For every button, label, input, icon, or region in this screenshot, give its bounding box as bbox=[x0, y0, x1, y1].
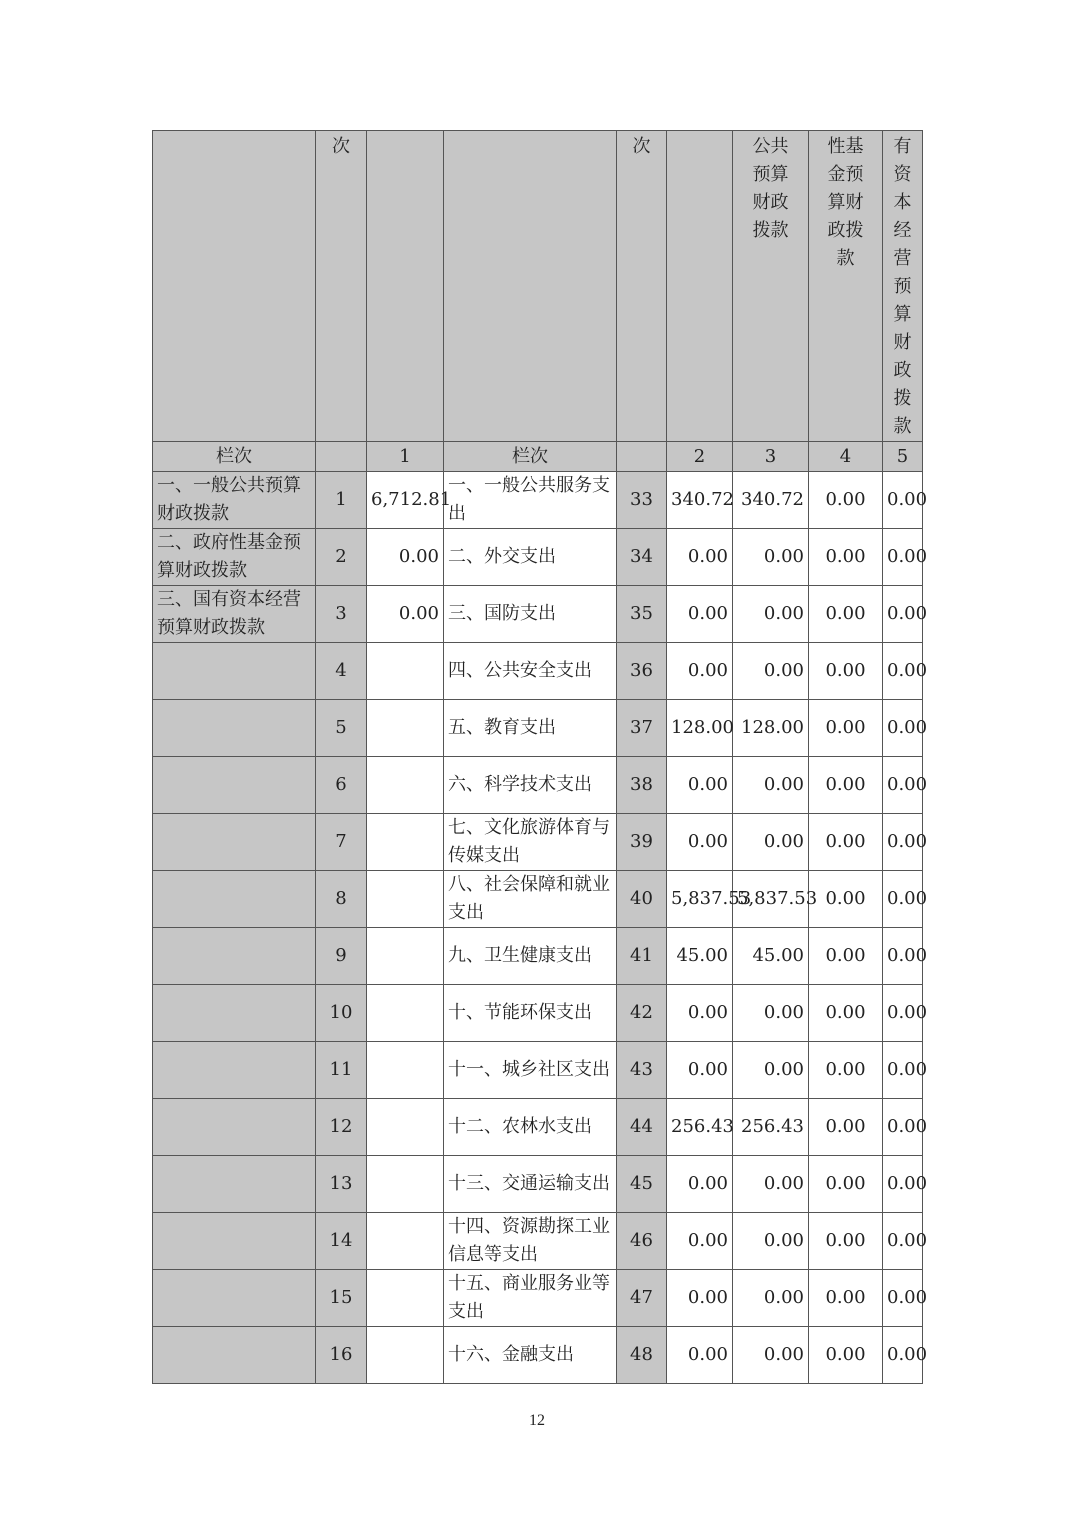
income-cell bbox=[153, 1156, 316, 1213]
table-row bbox=[153, 643, 923, 700]
income-cell bbox=[153, 1213, 316, 1270]
line-in-cell: 13 bbox=[316, 1156, 367, 1213]
expense-cell: 十、节能环保支出 bbox=[444, 985, 617, 1042]
index-n4: 4 bbox=[809, 442, 883, 472]
state-cell: 0.00 bbox=[883, 1213, 923, 1270]
expense-cell: 三、国防支出 bbox=[444, 586, 617, 643]
line-out-cell: 34 bbox=[617, 529, 667, 586]
general-cell: 0.00 bbox=[733, 757, 809, 814]
state-cell: 0.00 bbox=[883, 643, 923, 700]
state-cell: 0.00 bbox=[883, 472, 923, 529]
line-out-cell: 33 bbox=[617, 472, 667, 529]
total-cell: 0.00 bbox=[667, 1156, 733, 1213]
fund-cell: 0.00 bbox=[809, 643, 883, 700]
line-out-cell: 35 bbox=[617, 586, 667, 643]
income-cell: 三、国有资本经营预算财政拨款 bbox=[153, 586, 316, 643]
line-out-cell: 36 bbox=[617, 643, 667, 700]
table-row bbox=[153, 700, 923, 757]
amount-cell bbox=[367, 1099, 444, 1156]
line-in-cell: 11 bbox=[316, 1042, 367, 1099]
index-label-right: 栏次 bbox=[444, 442, 617, 472]
index-n2: 2 bbox=[667, 442, 733, 472]
line-out-cell: 44 bbox=[617, 1099, 667, 1156]
line-in-cell: 3 bbox=[316, 586, 367, 643]
state-cell: 0.00 bbox=[883, 1042, 923, 1099]
amount-cell: 6,712.81 bbox=[367, 472, 444, 529]
general-cell: 0.00 bbox=[733, 814, 809, 871]
table-row bbox=[153, 529, 923, 586]
fund-cell: 0.00 bbox=[809, 1327, 883, 1384]
line-in-cell: 12 bbox=[316, 1099, 367, 1156]
table-row bbox=[153, 1270, 923, 1327]
amount-cell bbox=[367, 928, 444, 985]
fund-cell: 0.00 bbox=[809, 586, 883, 643]
fund-cell: 0.00 bbox=[809, 1270, 883, 1327]
total-cell: 0.00 bbox=[667, 814, 733, 871]
total-cell: 0.00 bbox=[667, 1270, 733, 1327]
total-cell: 256.43 bbox=[667, 1099, 733, 1156]
income-cell bbox=[153, 871, 316, 928]
line-in-cell: 5 bbox=[316, 700, 367, 757]
line-out-cell: 41 bbox=[617, 928, 667, 985]
line-in-cell: 15 bbox=[316, 1270, 367, 1327]
header-cell-amount bbox=[367, 131, 444, 442]
line-out-cell: 39 bbox=[617, 814, 667, 871]
amount-cell bbox=[367, 1213, 444, 1270]
fund-cell: 0.00 bbox=[809, 1213, 883, 1270]
general-cell: 0.00 bbox=[733, 1042, 809, 1099]
amount-cell bbox=[367, 1042, 444, 1099]
expense-cell: 四、公共安全支出 bbox=[444, 643, 617, 700]
income-cell bbox=[153, 643, 316, 700]
state-cell: 0.00 bbox=[883, 700, 923, 757]
header-cell-fund: 性基金预算财政拨款 bbox=[809, 131, 883, 442]
income-cell bbox=[153, 814, 316, 871]
header-cell-general: 公共预算财政拨款 bbox=[733, 131, 809, 442]
index-n5: 5 bbox=[883, 442, 923, 472]
fund-cell: 0.00 bbox=[809, 985, 883, 1042]
index-n3: 3 bbox=[733, 442, 809, 472]
amount-cell bbox=[367, 1270, 444, 1327]
line-in-cell: 10 bbox=[316, 985, 367, 1042]
line-out-cell: 42 bbox=[617, 985, 667, 1042]
general-cell: 0.00 bbox=[733, 985, 809, 1042]
general-cell: 0.00 bbox=[733, 1213, 809, 1270]
total-cell: 128.00 bbox=[667, 700, 733, 757]
fund-cell: 0.00 bbox=[809, 757, 883, 814]
fund-cell: 0.00 bbox=[809, 928, 883, 985]
fund-cell: 0.00 bbox=[809, 472, 883, 529]
expense-cell: 十一、城乡社区支出 bbox=[444, 1042, 617, 1099]
expense-cell: 十六、金融支出 bbox=[444, 1327, 617, 1384]
line-out-cell: 37 bbox=[617, 700, 667, 757]
state-cell: 0.00 bbox=[883, 985, 923, 1042]
income-cell bbox=[153, 1270, 316, 1327]
header-row bbox=[153, 131, 923, 442]
income-cell: 一、一般公共预算财政拨款 bbox=[153, 472, 316, 529]
state-cell: 0.00 bbox=[883, 757, 923, 814]
state-cell: 0.00 bbox=[883, 1099, 923, 1156]
table-row bbox=[153, 1327, 923, 1384]
line-in-cell: 4 bbox=[316, 643, 367, 700]
expense-cell: 二、外交支出 bbox=[444, 529, 617, 586]
table-row bbox=[153, 586, 923, 643]
index-label-left: 栏次 bbox=[153, 442, 316, 472]
total-cell: 45.00 bbox=[667, 928, 733, 985]
line-out-cell: 48 bbox=[617, 1327, 667, 1384]
line-out-cell: 43 bbox=[617, 1042, 667, 1099]
expense-cell: 八、社会保障和就业支出 bbox=[444, 871, 617, 928]
fund-cell: 0.00 bbox=[809, 1042, 883, 1099]
table-row bbox=[153, 1042, 923, 1099]
state-cell: 0.00 bbox=[883, 1156, 923, 1213]
general-cell: 0.00 bbox=[733, 1327, 809, 1384]
table-row bbox=[153, 928, 923, 985]
page-number: 12 bbox=[529, 1412, 545, 1429]
amount-cell bbox=[367, 985, 444, 1042]
table-row bbox=[153, 1213, 923, 1270]
state-cell: 0.00 bbox=[883, 871, 923, 928]
header-cell-total bbox=[667, 131, 733, 442]
expense-cell: 六、科学技术支出 bbox=[444, 757, 617, 814]
state-cell: 0.00 bbox=[883, 529, 923, 586]
expense-cell: 十二、农林水支出 bbox=[444, 1099, 617, 1156]
fund-cell: 0.00 bbox=[809, 871, 883, 928]
amount-cell bbox=[367, 871, 444, 928]
fund-cell: 0.00 bbox=[809, 1156, 883, 1213]
line-out-cell: 47 bbox=[617, 1270, 667, 1327]
line-in-cell: 9 bbox=[316, 928, 367, 985]
amount-cell bbox=[367, 1327, 444, 1384]
income-cell bbox=[153, 757, 316, 814]
index-row bbox=[153, 442, 923, 472]
header-cell-income bbox=[153, 131, 316, 442]
general-cell: 5,837.53 bbox=[733, 871, 809, 928]
line-out-cell: 38 bbox=[617, 757, 667, 814]
state-cell: 0.00 bbox=[883, 586, 923, 643]
general-cell: 45.00 bbox=[733, 928, 809, 985]
general-cell: 0.00 bbox=[733, 586, 809, 643]
total-cell: 5,837.53 bbox=[667, 871, 733, 928]
line-in-cell: 8 bbox=[316, 871, 367, 928]
state-cell: 0.00 bbox=[883, 1270, 923, 1327]
header-cell-line-in: 次 bbox=[316, 131, 367, 442]
table-row bbox=[153, 985, 923, 1042]
table-row bbox=[153, 1099, 923, 1156]
total-cell: 0.00 bbox=[667, 586, 733, 643]
expense-cell: 五、教育支出 bbox=[444, 700, 617, 757]
amount-cell bbox=[367, 643, 444, 700]
total-cell: 0.00 bbox=[667, 1327, 733, 1384]
table-row bbox=[153, 757, 923, 814]
total-cell: 340.72 bbox=[667, 472, 733, 529]
income-cell: 二、政府性基金预算财政拨款 bbox=[153, 529, 316, 586]
total-cell: 0.00 bbox=[667, 643, 733, 700]
index-n1: 1 bbox=[367, 442, 444, 472]
total-cell: 0.00 bbox=[667, 985, 733, 1042]
total-cell: 0.00 bbox=[667, 1042, 733, 1099]
expense-cell: 九、卫生健康支出 bbox=[444, 928, 617, 985]
expense-cell: 一、一般公共服务支出 bbox=[444, 472, 617, 529]
fund-cell: 0.00 bbox=[809, 700, 883, 757]
line-out-cell: 40 bbox=[617, 871, 667, 928]
expense-cell: 七、文化旅游体育与传媒支出 bbox=[444, 814, 617, 871]
header-cell-line-out: 次 bbox=[617, 131, 667, 442]
income-cell bbox=[153, 700, 316, 757]
amount-cell bbox=[367, 757, 444, 814]
table-row bbox=[153, 871, 923, 928]
line-in-cell: 7 bbox=[316, 814, 367, 871]
income-cell bbox=[153, 928, 316, 985]
table-row bbox=[153, 472, 923, 529]
index-empty-2 bbox=[617, 442, 667, 472]
general-cell: 256.43 bbox=[733, 1099, 809, 1156]
state-cell: 0.00 bbox=[883, 814, 923, 871]
general-cell: 0.00 bbox=[733, 1270, 809, 1327]
total-cell: 0.00 bbox=[667, 529, 733, 586]
expense-cell: 十四、资源勘探工业信息等支出 bbox=[444, 1213, 617, 1270]
income-cell bbox=[153, 985, 316, 1042]
general-cell: 128.00 bbox=[733, 700, 809, 757]
fund-cell: 0.00 bbox=[809, 1099, 883, 1156]
table-row bbox=[153, 1156, 923, 1213]
state-cell: 0.00 bbox=[883, 928, 923, 985]
line-in-cell: 6 bbox=[316, 757, 367, 814]
income-cell bbox=[153, 1327, 316, 1384]
header-cell-state: 有资本经营预算财政拨款 bbox=[883, 131, 923, 442]
line-in-cell: 16 bbox=[316, 1327, 367, 1384]
general-cell: 0.00 bbox=[733, 529, 809, 586]
general-cell: 0.00 bbox=[733, 643, 809, 700]
line-out-cell: 46 bbox=[617, 1213, 667, 1270]
expense-cell: 十三、交通运输支出 bbox=[444, 1156, 617, 1213]
index-empty-1 bbox=[316, 442, 367, 472]
income-cell bbox=[153, 1099, 316, 1156]
fund-cell: 0.00 bbox=[809, 814, 883, 871]
line-in-cell: 14 bbox=[316, 1213, 367, 1270]
fund-cell: 0.00 bbox=[809, 529, 883, 586]
amount-cell bbox=[367, 814, 444, 871]
table-row bbox=[153, 814, 923, 871]
line-in-cell: 2 bbox=[316, 529, 367, 586]
general-cell: 0.00 bbox=[733, 1156, 809, 1213]
state-cell: 0.00 bbox=[883, 1327, 923, 1384]
line-in-cell: 1 bbox=[316, 472, 367, 529]
budget-table bbox=[152, 130, 928, 1384]
amount-cell: 0.00 bbox=[367, 529, 444, 586]
expense-cell: 十五、商业服务业等支出 bbox=[444, 1270, 617, 1327]
amount-cell bbox=[367, 1156, 444, 1213]
total-cell: 0.00 bbox=[667, 757, 733, 814]
general-cell: 340.72 bbox=[733, 472, 809, 529]
header-cell-expense bbox=[444, 131, 617, 442]
line-out-cell: 45 bbox=[617, 1156, 667, 1213]
income-cell bbox=[153, 1042, 316, 1099]
total-cell: 0.00 bbox=[667, 1213, 733, 1270]
amount-cell bbox=[367, 700, 444, 757]
amount-cell: 0.00 bbox=[367, 586, 444, 643]
